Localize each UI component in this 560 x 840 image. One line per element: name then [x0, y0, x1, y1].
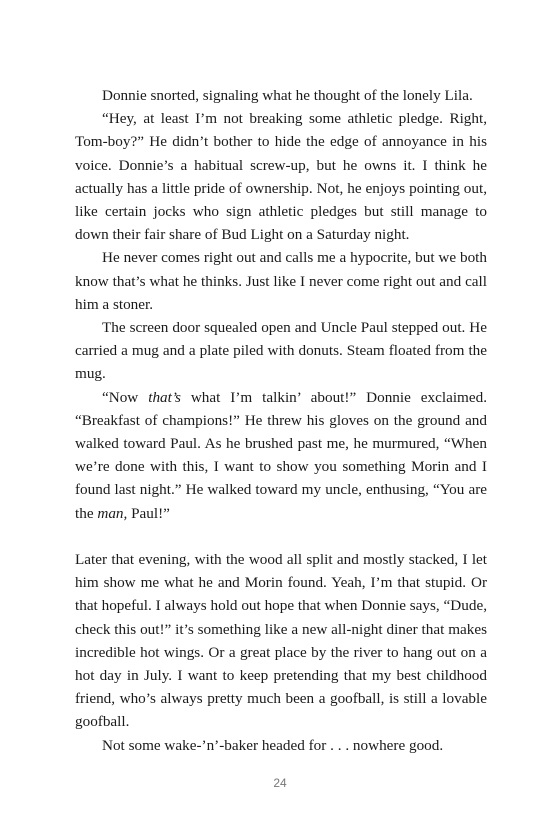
page-number: 24 [273, 776, 287, 790]
paragraph-6: Later that evening, with the wood all split and mostly stacked, I let him show me what he and Morin found. Yeah, I’m that stupid. Or that hopeful. I always hold out hope that when Donnie says, “Dude, check this out!” it’s something like a new all-night diner that makes incredible hot wings. Or a great place by the river to hang out on a hot day in July. I want to keep pretending that my best childhood friend, who’s always pretty much been a goofball, is still a lovable goofball. [75, 551, 487, 731]
page-body [75, 84, 487, 757]
paragraph-5-seg-4: man, [97, 504, 128, 522]
paragraph-2: “Hey, at least I’m not breaking some athletic pledge. Right, Tom-boy?” He didn’t bother to hide the edge of annoyance in his voice. Donnie’s a habitual screw-up, but he owns it. I think he actually has a little pride of ownership. Not, he enjoys pointing out, like certain jocks who sign athletic pledges but still manage to down their fair share of Bud Light on a Saturday night. [75, 110, 487, 244]
paragraph-5-seg-5: Paul!” [127, 504, 170, 522]
paragraph-1: Donnie snorted, signaling what he thought of the lonely Lila. [102, 87, 473, 104]
paragraph-4: The screen door squealed open and Uncle Paul stepped out. He carried a mug and a plate piled with donuts. Steam floated from the mug. [75, 319, 487, 383]
paragraph-5-seg-3: what I’m talkin’ about!” Donnie exclaimed. “Breakfast of champions!” He threw his gloves on the ground and walked toward Paul. As he brushed past me, he murmured, “When we’re done with this, I want to show you something Morin and I found last night.” He walked toward my uncle, enthusing, “You are the [75, 388, 487, 522]
section-break [75, 525, 487, 548]
paragraph-5 [75, 386, 487, 525]
paragraph-7: Not some wake-’n’-baker headed for . . . nowhere good. [102, 736, 444, 754]
paragraph-5-seg-2: that’s [148, 388, 181, 406]
paragraph-3: He never comes right out and calls me a hypocrite, but we both know that’s what he thinks. Just like I never come right out and call him a stoner. [75, 249, 487, 313]
paragraph-5-seg-1: “Now [102, 388, 149, 406]
